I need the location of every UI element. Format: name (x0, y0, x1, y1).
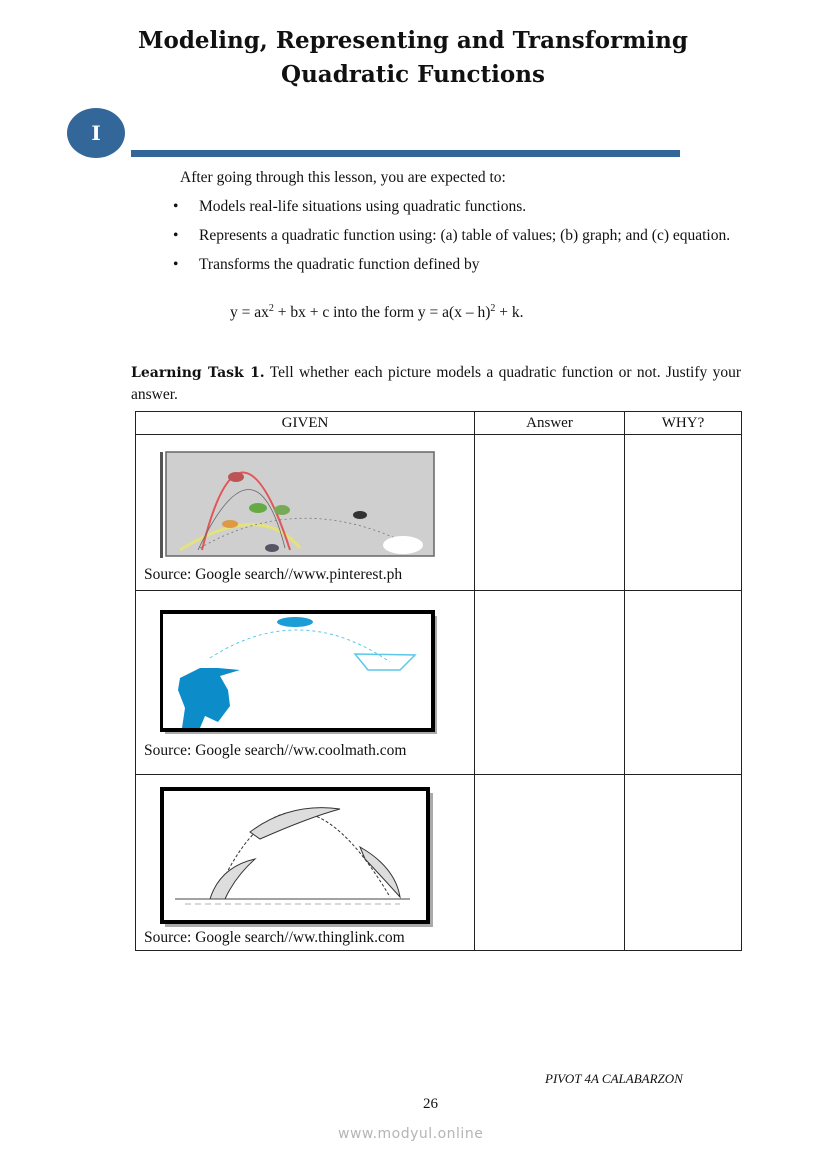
table-row (136, 775, 742, 951)
image-source: Source: Google search//www.pinterest.ph (144, 565, 403, 583)
header-answer: Answer (475, 412, 625, 435)
section-badge: I (67, 108, 125, 158)
table-header-row (136, 412, 742, 435)
formula: $y = ax^2$ + bx + c into the form y = a(x – h)$^2$ + k. (230, 303, 524, 322)
answer-cell[interactable] (475, 591, 625, 775)
objective-item: • Represents a quadratic function using: (a) table of values; (b) graph; and (c) equation. (173, 227, 731, 244)
answer-cell[interactable] (475, 435, 625, 591)
objectives-intro: After going through this lesson, you are expected to: (180, 169, 506, 186)
angry-birds-trajectory-image (160, 450, 438, 560)
given-cell (136, 435, 475, 591)
objectives-list (170, 196, 742, 283)
answer-cell[interactable] (475, 775, 625, 951)
header-given: GIVEN (136, 412, 475, 435)
learning-task-table (135, 411, 742, 951)
dolphin-jump-image (160, 787, 434, 927)
learning-task-instruction (131, 362, 741, 405)
table-row (136, 435, 742, 591)
section-divider (131, 150, 680, 157)
title-line-1: Modeling, Representing and Transforming (138, 27, 688, 54)
task-label: Learning Task 1. (131, 365, 265, 381)
why-cell[interactable] (625, 435, 742, 591)
image-source: Source: Google search//ww.coolmath.com (144, 741, 407, 759)
header-why: WHY? (625, 412, 742, 435)
why-cell[interactable] (625, 591, 742, 775)
objective-item: • Transforms the quadratic function defined by (173, 256, 480, 273)
task-text: Tell whether each picture models a quadratic function or not. Justify your answer. (131, 364, 741, 403)
image-source: Source: Google search//ww.thinglink.com (144, 928, 405, 946)
why-cell[interactable] (625, 775, 742, 951)
page-number: 26 (423, 1096, 438, 1112)
basketball-shot-image (160, 610, 440, 734)
given-cell (136, 775, 475, 951)
title-line-2: Quadratic Functions (281, 61, 545, 88)
table-row (136, 591, 742, 775)
given-cell (136, 591, 475, 775)
page-title (0, 24, 826, 92)
bullet-icon: • (173, 256, 179, 273)
bullet-icon: • (173, 227, 179, 244)
watermark: www.modyul.online (338, 1126, 484, 1142)
objective-item: • Models real-life situations using quadratic functions. (173, 198, 527, 215)
bullet-icon: • (173, 198, 179, 215)
publisher-footer: PIVOT 4A CALABARZON (545, 1071, 683, 1086)
